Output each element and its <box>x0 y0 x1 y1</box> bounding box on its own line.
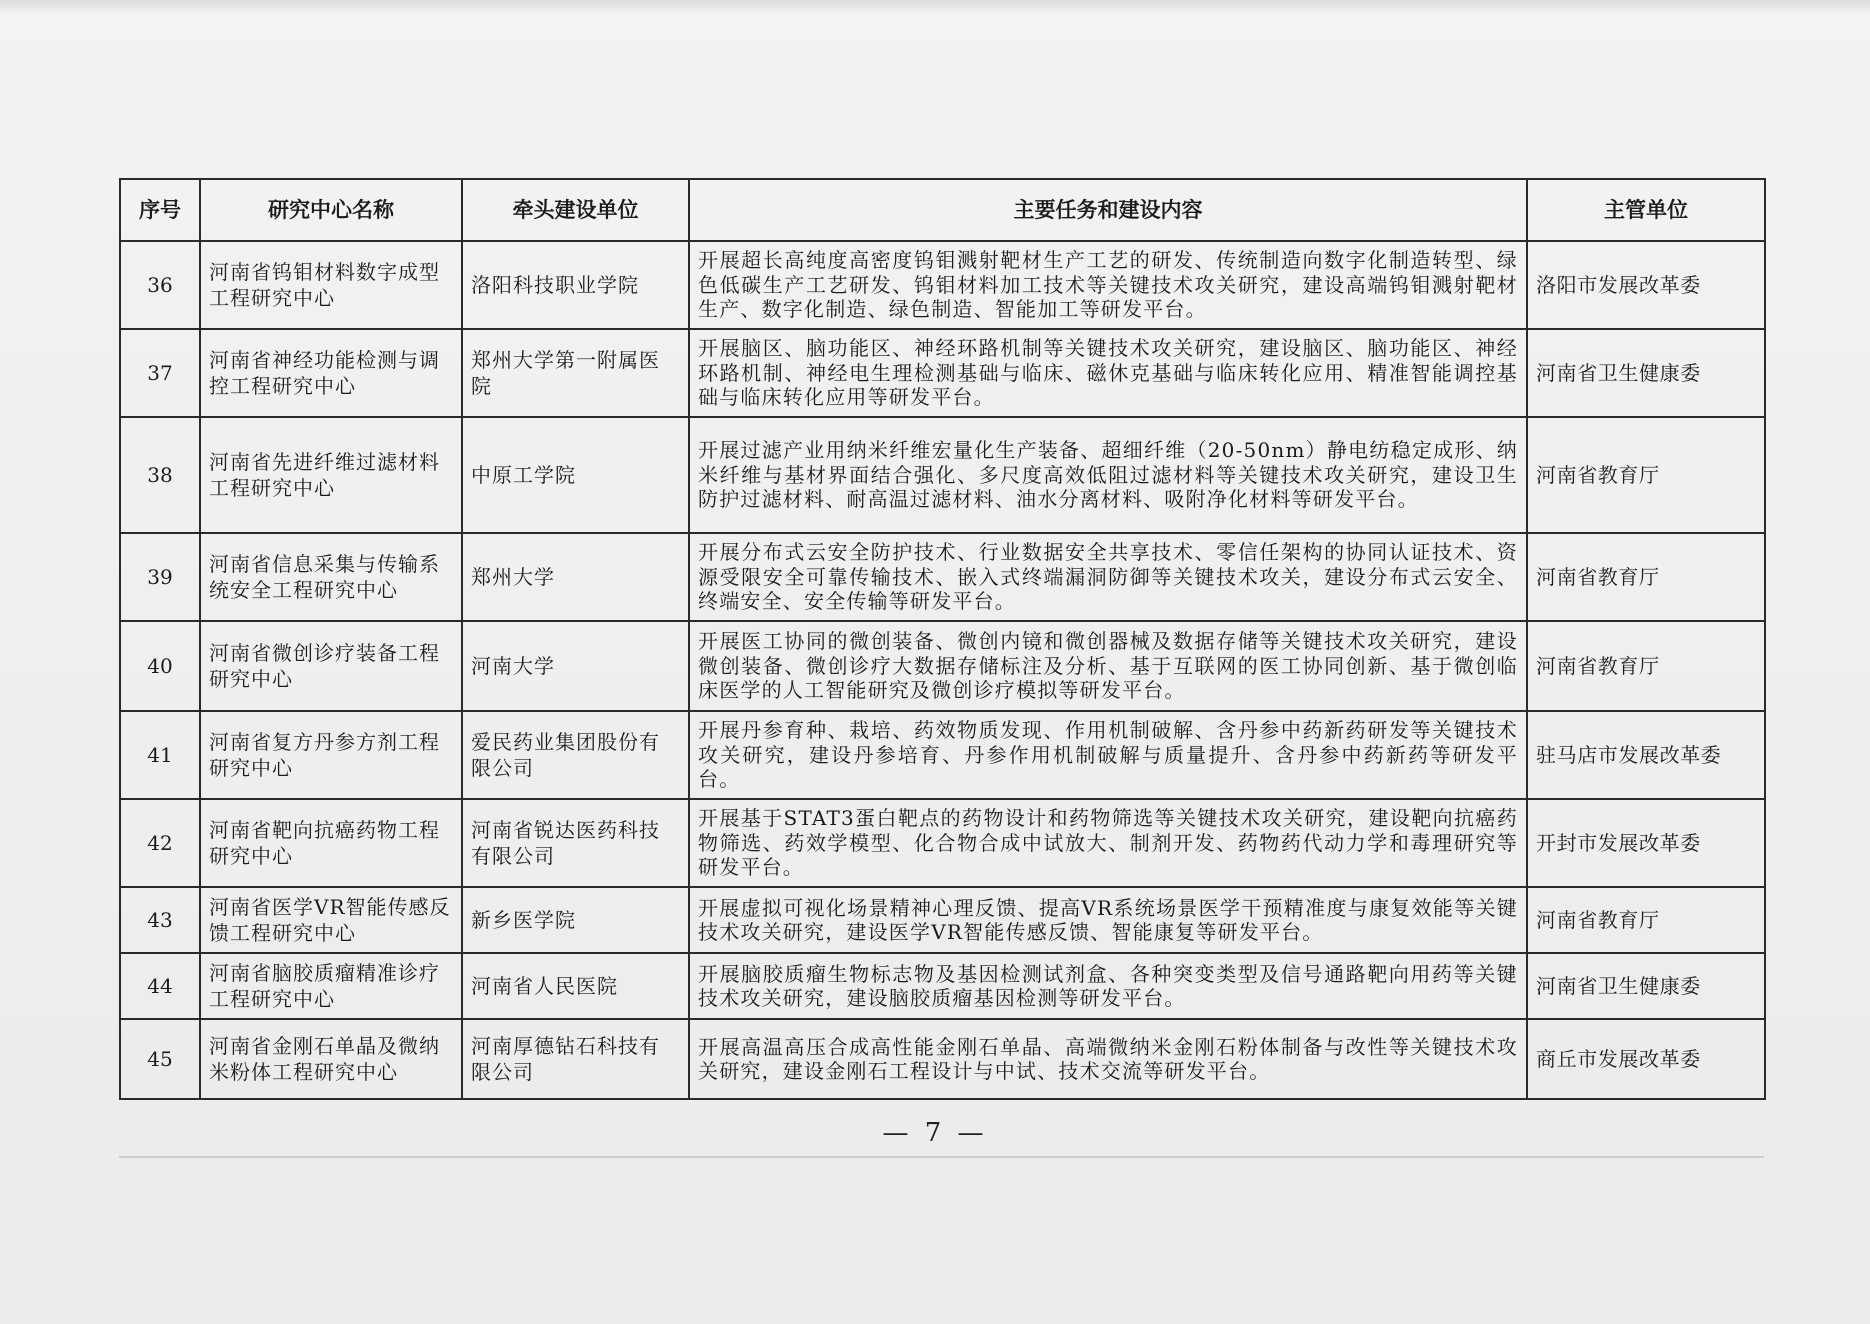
row-lead-unit: 郑州大学 <box>462 533 689 621</box>
table-row <box>120 887 1765 953</box>
row-center-name: 河南省复方丹参方剂工程研究中心 <box>200 711 462 799</box>
row-no: 40 <box>120 621 200 711</box>
row-lead-unit: 河南省锐达医药科技有限公司 <box>462 799 689 887</box>
table-row <box>120 533 1765 621</box>
row-main-tasks: 开展脑胶质瘤生物标志物及基因检测试剂盒、各种突变类型及信号通路靶向用药等关键技术攻关研究，建设脑胶质瘤基因检测等研发平台。 <box>689 953 1527 1019</box>
row-manager: 开封市发展改革委 <box>1527 799 1765 887</box>
row-manager: 洛阳市发展改革委 <box>1527 241 1765 329</box>
row-main-tasks: 开展脑区、脑功能区、神经环路机制等关键技术攻关研究，建设脑区、脑功能区、神经环路机制、神经电生理检测基础与临床、磁休克基础与临床转化应用、精准智能调控基础与临床转化应用等研发平台。 <box>689 329 1527 417</box>
row-center-name: 河南省微创诊疗装备工程研究中心 <box>200 621 462 711</box>
row-lead-unit: 中原工学院 <box>462 417 689 533</box>
table-row <box>120 417 1765 533</box>
table-row <box>120 621 1765 711</box>
row-manager: 驻马店市发展改革委 <box>1527 711 1765 799</box>
row-no: 44 <box>120 953 200 1019</box>
row-no: 43 <box>120 887 200 953</box>
row-lead-unit: 洛阳科技职业学院 <box>462 241 689 329</box>
row-center-name: 河南省神经功能检测与调控工程研究中心 <box>200 329 462 417</box>
row-main-tasks: 开展基于STAT3蛋白靶点的药物设计和药物筛选等关键技术攻关研究，建设靶向抗癌药物筛选、药效学模型、化合物合成中试放大、制剂开发、药物药代动力学和毒理研究等研发平台。 <box>689 799 1527 887</box>
row-main-tasks: 开展高温高压合成高性能金刚石单晶、高端微纳米金刚石粉体制备与改性等关键技术攻关研究，建设金刚石工程设计与中试、技术交流等研发平台。 <box>689 1019 1527 1099</box>
row-manager: 河南省卫生健康委 <box>1527 329 1765 417</box>
row-center-name: 河南省靶向抗癌药物工程研究中心 <box>200 799 462 887</box>
scan-edge-shadow <box>0 0 1870 14</box>
row-lead-unit: 河南省人民医院 <box>462 953 689 1019</box>
row-manager: 商丘市发展改革委 <box>1527 1019 1765 1099</box>
row-no: 41 <box>120 711 200 799</box>
row-lead-unit: 河南大学 <box>462 621 689 711</box>
row-lead-unit: 郑州大学第一附属医院 <box>462 329 689 417</box>
table-row <box>120 711 1765 799</box>
row-no: 37 <box>120 329 200 417</box>
header-main-tasks: 主要任务和建设内容 <box>689 179 1527 241</box>
table-header-row <box>120 179 1765 241</box>
row-no: 42 <box>120 799 200 887</box>
row-manager: 河南省教育厅 <box>1527 621 1765 711</box>
row-main-tasks: 开展医工协同的微创装备、微创内镜和微创器械及数据存储等关键技术攻关研究，建设微创装备、微创诊疗大数据存储标注及分析、基于互联网的医工协同创新、基于微创临床医学的人工智能研究及微创诊疗模拟等研发平台。 <box>689 621 1527 711</box>
table-row <box>120 1019 1765 1099</box>
row-center-name: 河南省钨钼材料数字成型工程研究中心 <box>200 241 462 329</box>
header-lead-unit: 牵头建设单位 <box>462 179 689 241</box>
table-row <box>120 241 1765 329</box>
row-no: 45 <box>120 1019 200 1099</box>
row-lead-unit: 爱民药业集团股份有限公司 <box>462 711 689 799</box>
row-manager: 河南省教育厅 <box>1527 533 1765 621</box>
row-main-tasks: 开展丹参育种、栽培、药效物质发现、作用机制破解、含丹参中药新药研发等关键技术攻关研究，建设丹参培育、丹参作用机制破解与质量提升、含丹参中药新药等研发平台。 <box>689 711 1527 799</box>
page-number: — 7 — <box>882 1118 988 1148</box>
row-manager: 河南省卫生健康委 <box>1527 953 1765 1019</box>
header-manager: 主管单位 <box>1527 179 1765 241</box>
row-no: 39 <box>120 533 200 621</box>
row-center-name: 河南省金刚石单晶及微纳米粉体工程研究中心 <box>200 1019 462 1099</box>
table-row <box>120 329 1765 417</box>
header-no: 序号 <box>120 179 200 241</box>
row-main-tasks: 开展分布式云安全防护技术、行业数据安全共享技术、零信任架构的协同认证技术、资源受限安全可靠传输技术、嵌入式终端漏洞防御等关键技术攻关，建设分布式云安全、终端安全、安全传输等研发平台。 <box>689 533 1527 621</box>
row-center-name: 河南省医学VR智能传感反馈工程研究中心 <box>200 887 462 953</box>
row-lead-unit: 河南厚德钻石科技有限公司 <box>462 1019 689 1099</box>
row-main-tasks: 开展过滤产业用纳米纤维宏量化生产装备、超细纤维（20-50nm）静电纺稳定成形、纳米纤维与基材界面结合强化、多尺度高效低阻过滤材料等关键技术攻关研究，建设卫生防护过滤材料、耐高温过滤材料、油水分离材料、吸附净化材料等研发平台。 <box>689 417 1527 533</box>
table-row <box>120 953 1765 1019</box>
row-lead-unit: 新乡医学院 <box>462 887 689 953</box>
row-manager: 河南省教育厅 <box>1527 887 1765 953</box>
row-no: 38 <box>120 417 200 533</box>
row-manager: 河南省教育厅 <box>1527 417 1765 533</box>
row-main-tasks: 开展虚拟可视化场景精神心理反馈、提高VR系统场景医学干预精准度与康复效能等关键技术攻关研究，建设医学VR智能传感反馈、智能康复等研发平台。 <box>689 887 1527 953</box>
row-center-name: 河南省信息采集与传输系统安全工程研究中心 <box>200 533 462 621</box>
row-main-tasks: 开展超长高纯度高密度钨钼溅射靶材生产工艺的研发、传统制造向数字化制造转型、绿色低碳生产工艺研发、钨钼材料加工技术等关键技术攻关研究，建设高端钨钼溅射靶材生产、数字化制造、绿色制造、智能加工等研发平台。 <box>689 241 1527 329</box>
header-center-name: 研究中心名称 <box>200 179 462 241</box>
row-center-name: 河南省先进纤维过滤材料工程研究中心 <box>200 417 462 533</box>
row-center-name: 河南省脑胶质瘤精准诊疗工程研究中心 <box>200 953 462 1019</box>
table-row <box>120 799 1765 887</box>
research-center-table <box>119 178 1766 1100</box>
row-no: 36 <box>120 241 200 329</box>
show-through-line <box>119 1156 1764 1158</box>
